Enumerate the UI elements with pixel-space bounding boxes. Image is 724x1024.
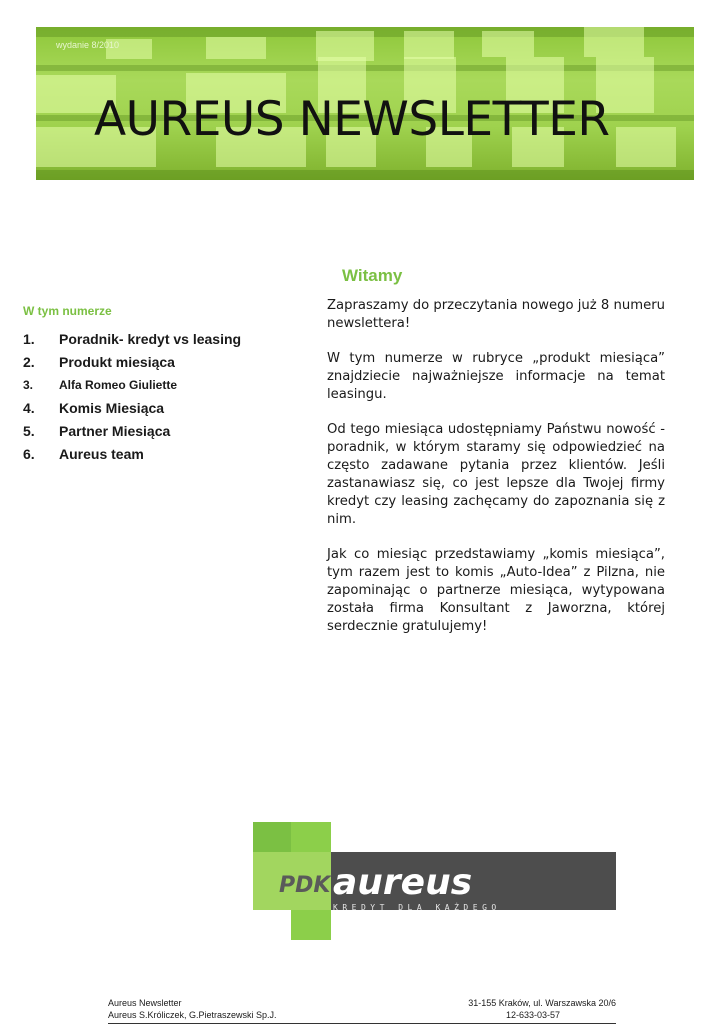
article-body — [327, 297, 665, 653]
toc-item[interactable]: 1. Poradnik- kredyt vs leasing — [23, 330, 242, 347]
article-paragraph: Zapraszamy do przeczytania nowego już 8 numeru newslettera! — [327, 298, 665, 331]
logo-prefix: PDK — [279, 873, 331, 898]
article-paragraph: W tym numerze w rubryce „produkt miesiąca” znajdziecie najważniejsze informacje na temat leasingu. — [327, 351, 665, 402]
toc-item[interactable]: 3. Alfa Romeo Giuliette — [23, 377, 178, 392]
table-of-contents — [23, 327, 241, 465]
logo-tagline: KREDYT DLA KAŻDEGO — [333, 903, 501, 912]
page-footer — [108, 998, 616, 1022]
footer-phone: 12-633-03-57 — [505, 1010, 560, 1020]
newsletter-title: AUREUS NEWSLETTER — [94, 92, 610, 147]
article-paragraph: Jak co miesiąc przedstawiamy „komis miesiąca”, tym razem jest to komis „Auto-Idea” z Pilzna, nie zapominając o partnerze miesiąca, wytypowana została firma Konsultant z Jaworzna, której serdecznie gratulujemy! — [327, 547, 665, 634]
footer-company: Aureus S.Króliczek, G.Pietraszewski Sp.J. — [108, 1010, 277, 1020]
edition-label: wydanie 8/2010 — [56, 40, 120, 50]
logo-brand: aureus — [333, 862, 473, 903]
pdk-aureus-logo — [253, 822, 616, 940]
toc-item[interactable]: 4. Komis Miesiąca — [23, 399, 165, 416]
article-paragraph: Od tego miesiąca udostępniamy Państwu nowość - poradnik, w którym staramy się odpowiedzieć na często zadawane pytania przez klientów. Jeśli zastanawiasz się, co jest lepsze dla Twojej firmy kredyt czy leasing zachęcamy do zapoznania się z nim. — [327, 422, 665, 527]
toc-item[interactable]: 2. Produkt miesiąca — [23, 353, 175, 370]
toc-item[interactable]: 5. Partner Miesiąca — [23, 422, 171, 439]
welcome-heading: Witamy — [342, 266, 403, 285]
toc-item[interactable]: 6. Aureus team — [23, 445, 144, 462]
footer-newsletter-name: Aureus Newsletter — [108, 998, 182, 1008]
toc-heading: W tym numerze — [23, 304, 112, 318]
footer-address: 31-155 Kraków, ul. Warszawska 20/6 — [468, 998, 616, 1008]
